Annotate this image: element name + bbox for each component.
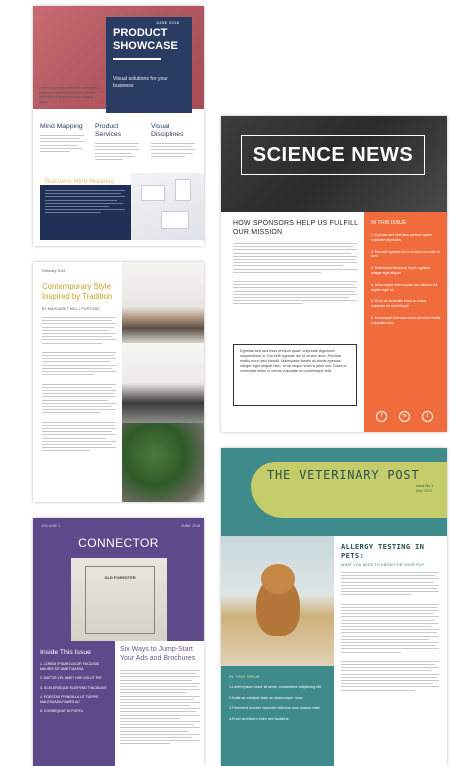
- inside-item: 2.Nulla ac volutpat diam ac ullamcorper nunc: [229, 695, 303, 700]
- whiskey-label-photo: [71, 558, 167, 641]
- column-mind-mapping: [40, 123, 88, 154]
- inside-heading: IN THIS ISSUE: [229, 674, 261, 679]
- byline: BY MARGARET MILL | FORTISSE: [42, 307, 100, 311]
- dog-shape: [261, 564, 295, 594]
- article-text: [233, 243, 357, 307]
- device-shape: [175, 179, 191, 201]
- article-text: [42, 317, 116, 454]
- column-heading: Mind Mapping: [40, 123, 83, 130]
- title-rule: [113, 58, 161, 60]
- issue-date: Dec. 2017: [416, 489, 433, 493]
- pull-quote: Egestas sed sed risus pretium quam vulputate dignissim suspendisse in. Est velit egestas dui id ornare arcu. Pulvinar mattis nunc sed blandit. Malesuada fames ac turpis egestas integer eget aliquet nibh. Urna neque viverra justo nec. Diam ut venenatis tellus in metus vulputate eu scelerisque felis.: [233, 344, 357, 406]
- device-shape: [141, 185, 165, 201]
- article-heading: HOW SPONSORS HELP US FULFILL OUR MISSION: [233, 220, 359, 236]
- intro-text: Lorem ipsum dolor sit amet consectetur adipiscing elit sed do eiusmod tempor incididunt ut labore et dolore magna aliqua: [39, 86, 99, 104]
- issue-date: JUNE 2018: [181, 524, 201, 528]
- science-news-template[interactable]: [221, 116, 447, 432]
- column-product-services: [95, 123, 143, 162]
- sidebar-item: 6. Consequat interdum varius sit amet mattis vulputate enim: [371, 315, 441, 325]
- inside-item: 1.Lorem ipsum dolor sit amet, consectetur adipiscing elit: [229, 685, 321, 689]
- sidebar-item: 1. Egestas sed sed risus pretium quam vulputate dignissim: [371, 233, 432, 242]
- inside-item: 3.Parturient montes nascetur ridiculus mus mauris vitae: [229, 706, 320, 710]
- newsletter-title: CONNECTOR: [78, 536, 159, 550]
- sidebar-item: 5. Diam ut venenatis tellus in metus vulputate eu scelerisque: [371, 299, 427, 309]
- plants-photo: [122, 423, 204, 502]
- sidebar-heading: IN THIS ISSUE: [371, 220, 407, 226]
- newsletter-title: THE VETERINARY POST: [267, 468, 420, 482]
- sidebar-item: 4. Urna neque viverra justo nec ultrices dui sapien eget mi: [371, 282, 438, 292]
- inside-item: 3. SCELERISQUE ELEIFEND TINCIDUNT: [40, 685, 107, 690]
- issue-date: JUNE 2018: [156, 20, 180, 25]
- photo-label-text: OLD FORESTER: [104, 575, 136, 580]
- column-text: [151, 143, 199, 157]
- newsletter-subtitle: Visual solutions for your business: [113, 76, 168, 89]
- article-text: [341, 572, 439, 693]
- inside-item: 1. LOREM IPSUM DOLOR FACILISIS MAURIS SIT AMET MASSA: [40, 662, 100, 672]
- feature-photo: [131, 173, 204, 240]
- article-heading: ALLERGY TESTING IN PETS:: [341, 542, 425, 560]
- newsletter-title: Contemporary Style Inspired by Tradition: [42, 282, 113, 301]
- connector-template[interactable]: [33, 518, 204, 766]
- column-heading: Visual Disciplines: [151, 123, 184, 138]
- newsletter-title: PRODUCT SHOWCASE: [113, 27, 178, 52]
- veterinary-post-template[interactable]: [221, 448, 447, 766]
- inside-item: 4.Proin sed libero enim sed faucibus: [229, 716, 289, 721]
- newsletter-title: SCIENCE NEWS: [252, 144, 414, 166]
- volume-label: VOLUME 1: [41, 524, 61, 528]
- feature-title: Business Mind Mapping: [45, 178, 115, 185]
- contemporary-style-template[interactable]: [33, 262, 204, 502]
- column-heading: Product Services: [95, 123, 122, 138]
- issue-number: Issue No 1: [416, 484, 434, 488]
- inside-item: 5. CONSEQUAT ID PORTA: [40, 709, 83, 714]
- column-visual-disciplines: [151, 123, 199, 159]
- linkedin-icon: in: [399, 411, 410, 422]
- inside-list: [40, 662, 112, 718]
- facebook-icon: f: [376, 411, 387, 422]
- issue-info: [416, 484, 433, 494]
- device-shape: [161, 211, 189, 229]
- feature-text: [45, 190, 125, 216]
- column-text: [95, 143, 143, 160]
- article-text: [120, 670, 200, 747]
- twitter-icon: t: [422, 411, 433, 422]
- inside-item: 2. MATTIS VEL AMET NISI VOLUT PAT: [40, 676, 102, 681]
- living-room-photo: [122, 262, 204, 343]
- inside-item: 4. EGESTAS FRINGILLA UT TURPIS MALESUADA FAMES AC: [40, 694, 99, 705]
- sidebar-item: 3. Malesuada fames ac turpis egestas integer eget aliquet: [371, 266, 430, 275]
- article-heading: Six Ways to Jump-Start Your Ads and Brochures: [120, 646, 196, 662]
- sidebar-item: 2. Est velit egestas dui id ornare arcu odio ut sem: [371, 249, 441, 259]
- article-subheading: WHAT YOU NEED TO KNOW FOR YOUR PUP: [341, 563, 425, 567]
- kitchen-photo: [122, 343, 204, 423]
- issue-date: February 2019: [42, 269, 66, 273]
- inside-list: [229, 685, 329, 727]
- product-showcase-template[interactable]: [33, 6, 204, 246]
- inside-heading: Inside This Issue: [40, 649, 91, 656]
- sidebar-list: [371, 233, 441, 333]
- column-text: [40, 135, 88, 152]
